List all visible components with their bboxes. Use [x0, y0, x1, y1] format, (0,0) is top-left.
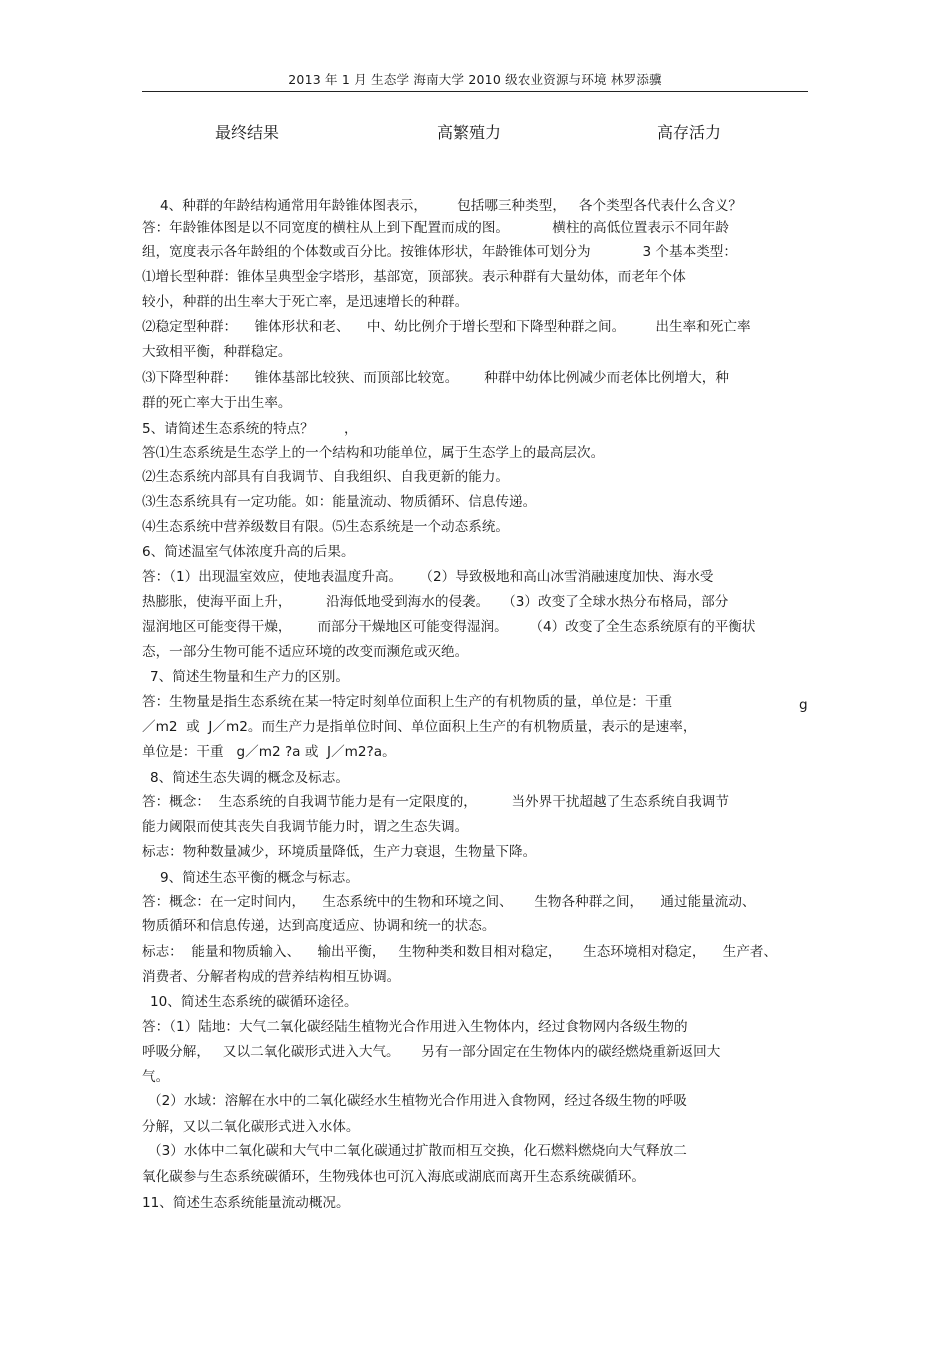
answer-line: 湿润地区可能变得干燥， 而部分干燥地区可能变得湿润。 （4）改变了全生态系统原有的平衡状 [142, 619, 756, 635]
question-7: 7、简述生物量和生产力的区别。 [150, 669, 349, 685]
answer-line: ⑶生态系统具有一定功能。如：能量流动、物质循环、信息传递。 [142, 494, 537, 510]
answer-line: 答：概念：在一定时间内， 生态系统中的生物和环境之间、 生物各种群之间， 通过能量流动、 [142, 894, 756, 910]
question-11: 11、简述生态系统能量流动概况。 [142, 1195, 350, 1211]
answer-line: 态，一部分生物可能不适应环境的改变而濒危或灭绝。 [142, 644, 469, 660]
answer-line: 答：概念： 生态系统的自我调节能力是有一定限度的， 当外界干扰超越了生态系统自我调节 [142, 794, 729, 810]
answer-line: 标志：物种数量减少，环境质量降低，生产力衰退，生物量下降。 [142, 844, 537, 860]
question-8: 8、简述生态失调的概念及标志。 [150, 770, 349, 786]
keyword-final-result: 最终结果 [215, 123, 280, 142]
question-4: 4、种群的年龄结构通常用年龄锥体图表示， 包括哪三种类型， 各个类型各代表什么含义？ [160, 198, 743, 214]
answer-line: ⑵生态系统内部具有自我调节、自我组织、自我更新的能力。 [142, 469, 510, 485]
answer-line: ⑴增长型种群：锥体呈典型金字塔形，基部宽，顶部狭。表示种群有大量幼体，而老年个体 [142, 269, 686, 285]
answer-line: 热膨胀，使海平面上升， 沿海低地受到海水的侵袭。 （3）改变了全球水热分布格局，部分 [142, 594, 729, 610]
answer-line: ⑵稳定型种群： 锥体形状和老、 中、幼比例介于增长型和下降型种群之间。 出生率和死亡率 [142, 319, 751, 335]
answer-line: 物质循环和信息传递，达到高度适应、协调和统一的状态。 [142, 918, 496, 934]
answer-line: （2）水域：溶解在水中的二氧化碳经水生植物光合作用进入食物网，经过各级生物的呼吸 [148, 1093, 687, 1109]
answer-line: （3）水体中二氧化碳和大气中二氧化碳通过扩散而相互交换，化石燃料燃烧向大气释放二 [148, 1143, 687, 1159]
answer-line: 答：生物量是指生态系统在某一特定时刻单位面积上生产的有机物质的量，单位是：干重 [142, 694, 673, 710]
answer-line: 较小，种群的出生率大于死亡率，是迅速增长的种群。 [142, 294, 469, 310]
answer-line: 组，宽度表示各年龄组的个体数或百分比。按锥体形状，年龄锥体可划分为 3 个基本类型： [142, 244, 737, 260]
question-5: 5、请简述生态系统的特点？ ， [142, 421, 358, 437]
answer-line: 群的死亡率大于出生率。 [142, 395, 292, 411]
answer-line: 答：（1）出现温室效应，使地表温度升高。 （2）导致极地和高山冰雪消融速度加快、海水受 [142, 569, 714, 585]
answer-line: ／m2 或 J／m2。而生产力是指单位时间、单位面积上生产的有机物质量，表示的是速率， [142, 719, 697, 735]
answer-line: 单位是：干重 g／m2 ?a 或 J／m2?a。 [142, 744, 396, 760]
answer-line: ⑶下降型种群： 锥体基部比较狭、而顶部比较宽。 种群中幼体比例减少而老体比例增大，种 [142, 370, 729, 386]
unit-g: g [799, 697, 808, 713]
answer-line: 答⑴生态系统是生态学上的一个结构和功能单位，属于生态学上的最高层次。 [142, 445, 605, 461]
keyword-high-survival: 高存活力 [657, 123, 722, 142]
answer-line: 气。 [142, 1069, 170, 1085]
question-6: 6、简述温室气体浓度升高的后果。 [142, 544, 355, 560]
question-10: 10、简述生态系统的碳循环途径。 [150, 994, 358, 1010]
answer-line: 答：（1）陆地：大气二氧化碳经陆生植物光合作用进入生物体内，经过食物网内各级生物的 [142, 1019, 688, 1035]
answer-line: 氧化碳参与生态系统碳循环，生物残体也可沉入海底或湖底而离开生态系统碳循环。 [142, 1169, 645, 1185]
answer-line: 呼吸分解， 又以二氧化碳形式进入大气。 另有一部分固定在生物体内的碳经燃烧重新返回大 [142, 1044, 721, 1060]
answer-line: ⑷生态系统中营养级数目有限。⑸生态系统是一个动态系统。 [142, 519, 510, 535]
answer-line: 答：年龄锥体图是以不同宽度的横柱从上到下配置而成的图。 横柱的高低位置表示不同年龄 [142, 220, 729, 236]
header-rule [142, 91, 808, 92]
answer-line: 能力阈限而使其丧失自我调节能力时，谓之生态失调。 [142, 819, 469, 835]
page-header: 2013 年 1 月 生态学 海南大学 2010 级农业资源与环境 林罗添骥 [288, 72, 662, 87]
keyword-high-fecundity: 高繁殖力 [437, 123, 502, 142]
answer-line: 大致相平衡，种群稳定。 [142, 344, 292, 360]
answer-line: 分解，又以二氧化碳形式进入水体。 [142, 1119, 360, 1135]
answer-line: 消费者、分解者构成的营养结构相互协调。 [142, 969, 401, 985]
question-9: 9、简述生态平衡的概念与标志。 [160, 870, 359, 886]
answer-line: 标志： 能量和物质输入、 输出平衡， 生物种类和数目相对稳定， 生态环境相对稳定， 生产者、 [142, 944, 778, 960]
